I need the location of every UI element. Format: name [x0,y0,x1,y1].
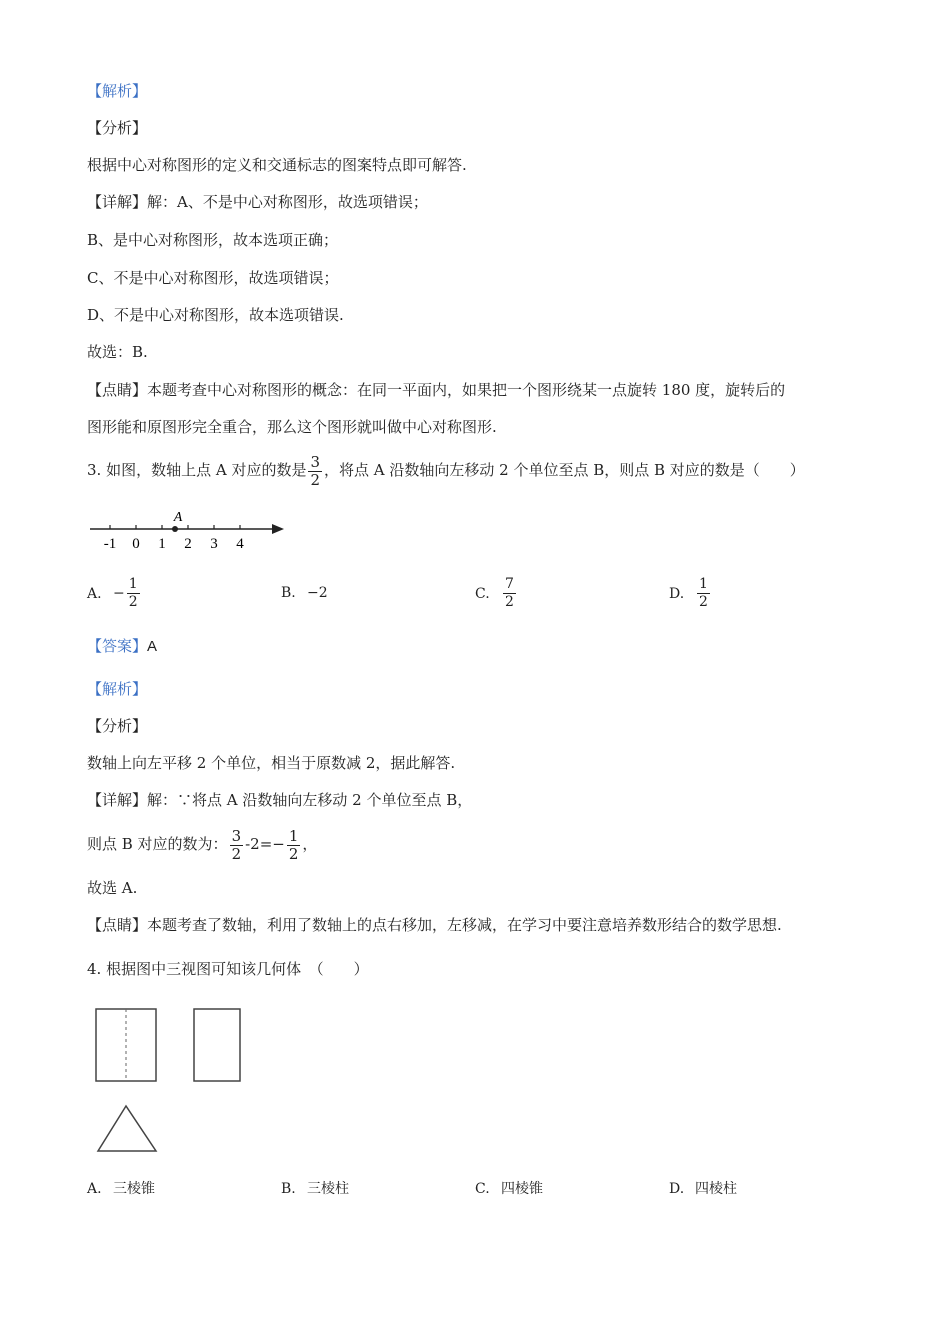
q3-jiexi-tag: 【解析】 [87,680,148,698]
q3-calc-pre: 则点 B 对应的数为： [87,835,228,853]
q2-line-c: C、不是中心对称图形，故选项错误； [87,269,339,287]
side-view [194,1009,240,1081]
number-line-tick-label: 4 [236,536,244,552]
q3-option-b[interactable] [281,585,328,601]
q3-fenxi-tag: 【分析】 [87,717,148,735]
fraction-denominator: 2 [505,594,514,610]
option-letter: B. [281,585,296,601]
option-letter: C. [475,585,490,602]
fraction-denominator: 2 [231,844,242,863]
q3-answer-tag: 【答案】 [87,637,148,655]
q4-option-d[interactable] [669,1178,737,1198]
fraction-numerator: 1 [288,826,299,845]
option-letter: D. [669,1181,685,1197]
fraction-numerator: 1 [128,576,138,592]
q3-xiangjie [87,790,472,810]
option-value: −2 [307,585,328,601]
q3-xiangjie-text: 解：∵将点 A 沿数轴向左移动 2 个单位至点 B， [147,791,473,809]
number-line-tick-label: 2 [184,536,192,552]
q3-dianjing-text: 本题考查了数轴，利用了数轴上的点右移加，左移减，在学习中要注意培养数形结合的数学思想. [147,916,782,934]
point-a-marker [172,526,178,532]
fraction-numerator: 3 [310,452,320,471]
option-text: 四棱锥 [501,1181,543,1197]
q4-option-c[interactable] [475,1178,543,1198]
q2-xiangjie [87,192,428,212]
q3-stem-fraction [308,454,322,489]
q2-line-b: B、是中心对称图形，故本选项正确； [87,231,339,249]
q3-dianjing-tag: 【点睛】 [87,916,148,934]
q3-option-d[interactable] [669,576,712,611]
arrow-icon [272,524,284,534]
number-line-tick-label: 1 [158,536,166,552]
q2-jiexi-tag: 【解析】 [87,82,148,100]
q2-fenxi-tag: 【分析】 [87,119,148,137]
q4-option-b[interactable] [281,1178,349,1198]
option-text: 四棱柱 [695,1181,737,1197]
q3-answer [87,636,157,657]
q3-calc-line [87,826,317,863]
q3-stem [87,452,805,489]
option-fraction [127,576,140,611]
q3-answer-value: A [147,638,158,655]
option-letter: A. [87,585,102,602]
option-letter: A. [87,1181,102,1197]
number-line-tick-label: 3 [210,536,218,552]
option-fraction [503,576,516,611]
q3-dianjing [87,915,782,935]
q3-stem-pre: 3. 如图，数轴上点 A 对应的数是 [87,461,307,479]
front-view [96,1009,156,1081]
number-line-figure [86,505,291,555]
q2-fenxi-text: 根据中心对称图形的定义和交通标志的图案特点即可解答. [87,156,467,174]
fraction-numerator: 3 [231,826,242,845]
fraction-denominator: 2 [288,844,299,863]
option-text: 三棱柱 [307,1181,349,1197]
number-line-tick-label: 0 [132,536,140,552]
q4-stem: 4. 根据图中三视图可知该几何体 （ ） [87,960,369,978]
option-sign: − [113,585,125,602]
option-fraction [697,576,710,611]
q3-option-a[interactable] [87,576,142,611]
q2-dianjing [87,380,785,400]
q2-answer-line: 故选：B. [87,343,148,361]
q4-option-a[interactable] [87,1178,155,1198]
option-text: 三棱锥 [113,1181,155,1197]
option-letter: B. [281,1181,296,1197]
top-view [98,1106,156,1151]
q3-option-c[interactable] [475,576,518,611]
calc-fraction-2 [287,828,301,863]
number-line-tick-label: -1 [103,536,117,552]
q3-answer-line: 故选 A. [87,879,138,897]
q2-dianjing-tag: 【点睛】 [87,381,148,399]
q3-stem-post: ，将点 A 沿数轴向左移动 2 个单位至点 B，则点 B 对应的数是（ ） [324,461,805,479]
option-letter: C. [475,1181,490,1197]
fraction-denominator: 2 [310,470,320,489]
q2-dianjing-text2: 图形能和原图形完全重合，那么这个图形就叫做中心对称图形. [87,418,497,436]
calc-fraction-1 [230,828,244,863]
three-view-figure [88,1000,258,1165]
point-a-label: A [173,510,183,525]
q3-xiangjie-tag: 【详解】 [87,791,148,809]
fraction-numerator: 1 [699,576,708,592]
fraction-numerator: 7 [505,576,514,592]
fraction-denominator: 2 [699,594,708,610]
fraction-denominator: 2 [128,594,138,610]
q2-dianjing-text1: 本题考查中心对称图形的概念：在同一平面内，如果把一个图形绕某一点旋转 180 度，旋转后的 [147,381,786,399]
q2-line-d: D、不是中心对称图形，故本选项错误. [87,306,344,324]
q3-calc-post: ， [302,835,318,853]
q2-xiangjie-tag: 【详解】 [87,193,148,211]
q3-calc-mid: -2=− [245,835,285,853]
q3-fenxi-text: 数轴上向左平移 2 个单位，相当于原数减 2，据此解答. [87,754,456,772]
option-letter: D. [669,585,685,602]
q2-xiangjie-text: 解：A、不是中心对称图形，故选项错误； [147,193,428,211]
